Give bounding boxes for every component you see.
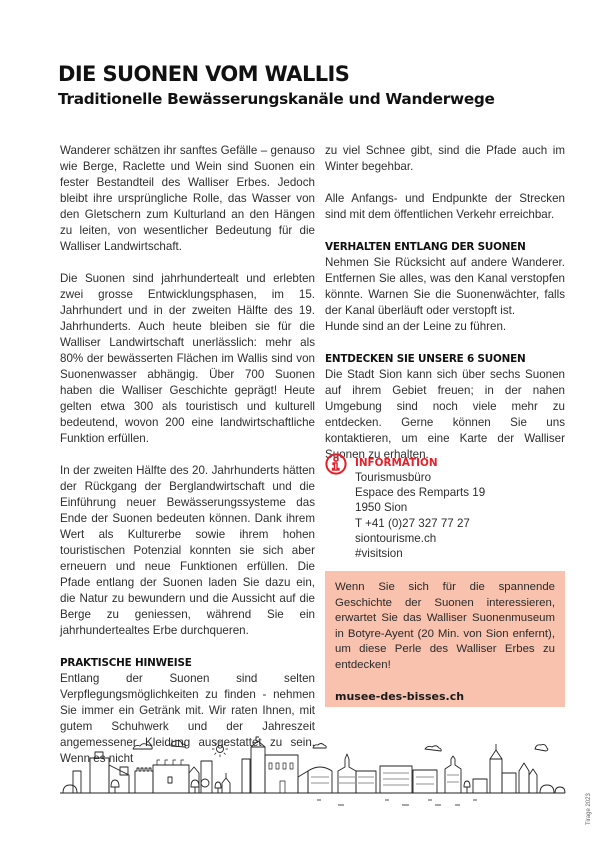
info-person-icon (325, 453, 347, 475)
left-column (60, 143, 315, 767)
page-subtitle: Traditionelle Bewässerungskanäle und Wanderwege (58, 90, 495, 108)
practical-text: Entlang der Suonen sind selten Verpflegungsmöglichkeiten zu finden - nehmen Sie immer ein Getränk mit. Wir raten Ihnen, mit gutem Schuhwerk und der Jahreszeit angemessener Kleidung ausgestattet zu sein. Wenn es nicht (60, 672, 315, 765)
behaviour-text: Nehmen Sie Rücksicht auf andere Wanderer. Entfernen Sie alles, was den Kanal verstopfen könnte. Warnen Sie die Suonenwächter, falls der Kanal überläuft oder verstopft ist. (325, 256, 565, 317)
sion-skyline-illustration (55, 735, 570, 810)
information-title: INFORMATION (355, 457, 438, 469)
transport-text: Alle Anfangs- und Endpunkte der Strecken sind mit dem öffentlichen Verkehr erreichbar. (325, 192, 565, 221)
right-column (325, 143, 565, 463)
intro-paragraph: Wanderer schätzen ihr sanftes Gefälle – genauso wie Berge, Raclette und Wein sind Suonen ein fester Bestandteil des Walliser Erbes. Jedoch bleibt ihre ursprüngliche Rolle, das Wasser von den Gletschern zum Kulturland an den Hängen zu leiten, von wesentlicher Bedeutung für die Walliser Landwirtschaft. (60, 144, 315, 253)
behaviour-heading: VERHALTEN ENTLANG DER SUONEN (325, 241, 526, 253)
office-street: Espace des Remparts 19 (355, 486, 486, 500)
information-details (355, 456, 555, 561)
print-note: Tirage 2023 (586, 793, 592, 825)
practical-heading: PRAKTISCHE HINWEISE (60, 657, 192, 669)
discover-heading: ENTDECKEN SIE UNSERE 6 SUONEN (325, 353, 526, 365)
hashtag: #visitsion (355, 547, 403, 561)
history-paragraph: Die Suonen sind jahrhundertealt und erlebten zwei grosse Entwicklungsphasen, im 15. Jahrhundert und in der zweiten Hälfte des 19. Jahrhunderts. Auch heute bleiben sie für die Walliser Landwirtschaft unerlässlich: mehr als 80% der bewässerten Flächen im Wallis sind von Suonenwasser abhängig. Über 700 Suonen haben die Walliser Geschichte geprägt! Heute gelten etwa 300 als touristisch und kulturell bedeutend, wovon 200 eine landwirtschaftliche Funktion erfüllen. (60, 272, 315, 445)
museum-text: Wenn Sie sich für die spannende Geschichte der Suonen interessieren, erwartet Sie das Walliser Suonenmuseum in Botyre-Ayent (20 Min. von Sion enfernt), um diese Perle des Walliser Erbes zu entdecken! (335, 581, 555, 671)
office-phone[interactable]: T +41 (0)27 327 77 27 (355, 516, 470, 530)
office-name: Tourismusbüro (355, 471, 432, 484)
office-website-link[interactable]: siontourisme.ch (355, 531, 437, 545)
practical-continuation: zu viel Schnee gibt, sind die Pfade auch im Winter begehbar. (325, 144, 565, 173)
page-title: DIE SUONEN VOM WALLIS (58, 62, 350, 86)
museum-callout-box (325, 571, 565, 707)
dogs-text: Hunde sind an der Leine zu führen. (325, 320, 507, 333)
revival-paragraph: In der zweiten Hälfte des 20. Jahrhunderts hätten der Rückgang der Berglandwirtschaft und die Einführung neuer Bewässerungssysteme das Ende der Suonen bedeuten können. Dank ihrem Wert als Kulturerbe sowie ihrem hohen touristischen Potenzial konnten sie sich aber erneuern und neue Funktionen erfüllen. Die Pfade entlang der Suonen laden Sie dazu ein, die Natur zu bewundern und die Aussicht auf die Berge zu geniessen, während Sie ein jahrhundertealtes Erbe durchqueren. (60, 464, 315, 637)
museum-website-link[interactable]: musee-des-bisses.ch (335, 689, 465, 703)
discover-text: Die Stadt Sion kann sich über sechs Suonen auf ihrem Gebiet freuen; in der nahen Umgebung sind noch viele mehr zu entdecken. Gerne können Sie uns kontaktieren, um eine Karte der Walliser Suonen zu erhalten. (325, 368, 565, 461)
office-city: 1950 Sion (355, 501, 408, 515)
